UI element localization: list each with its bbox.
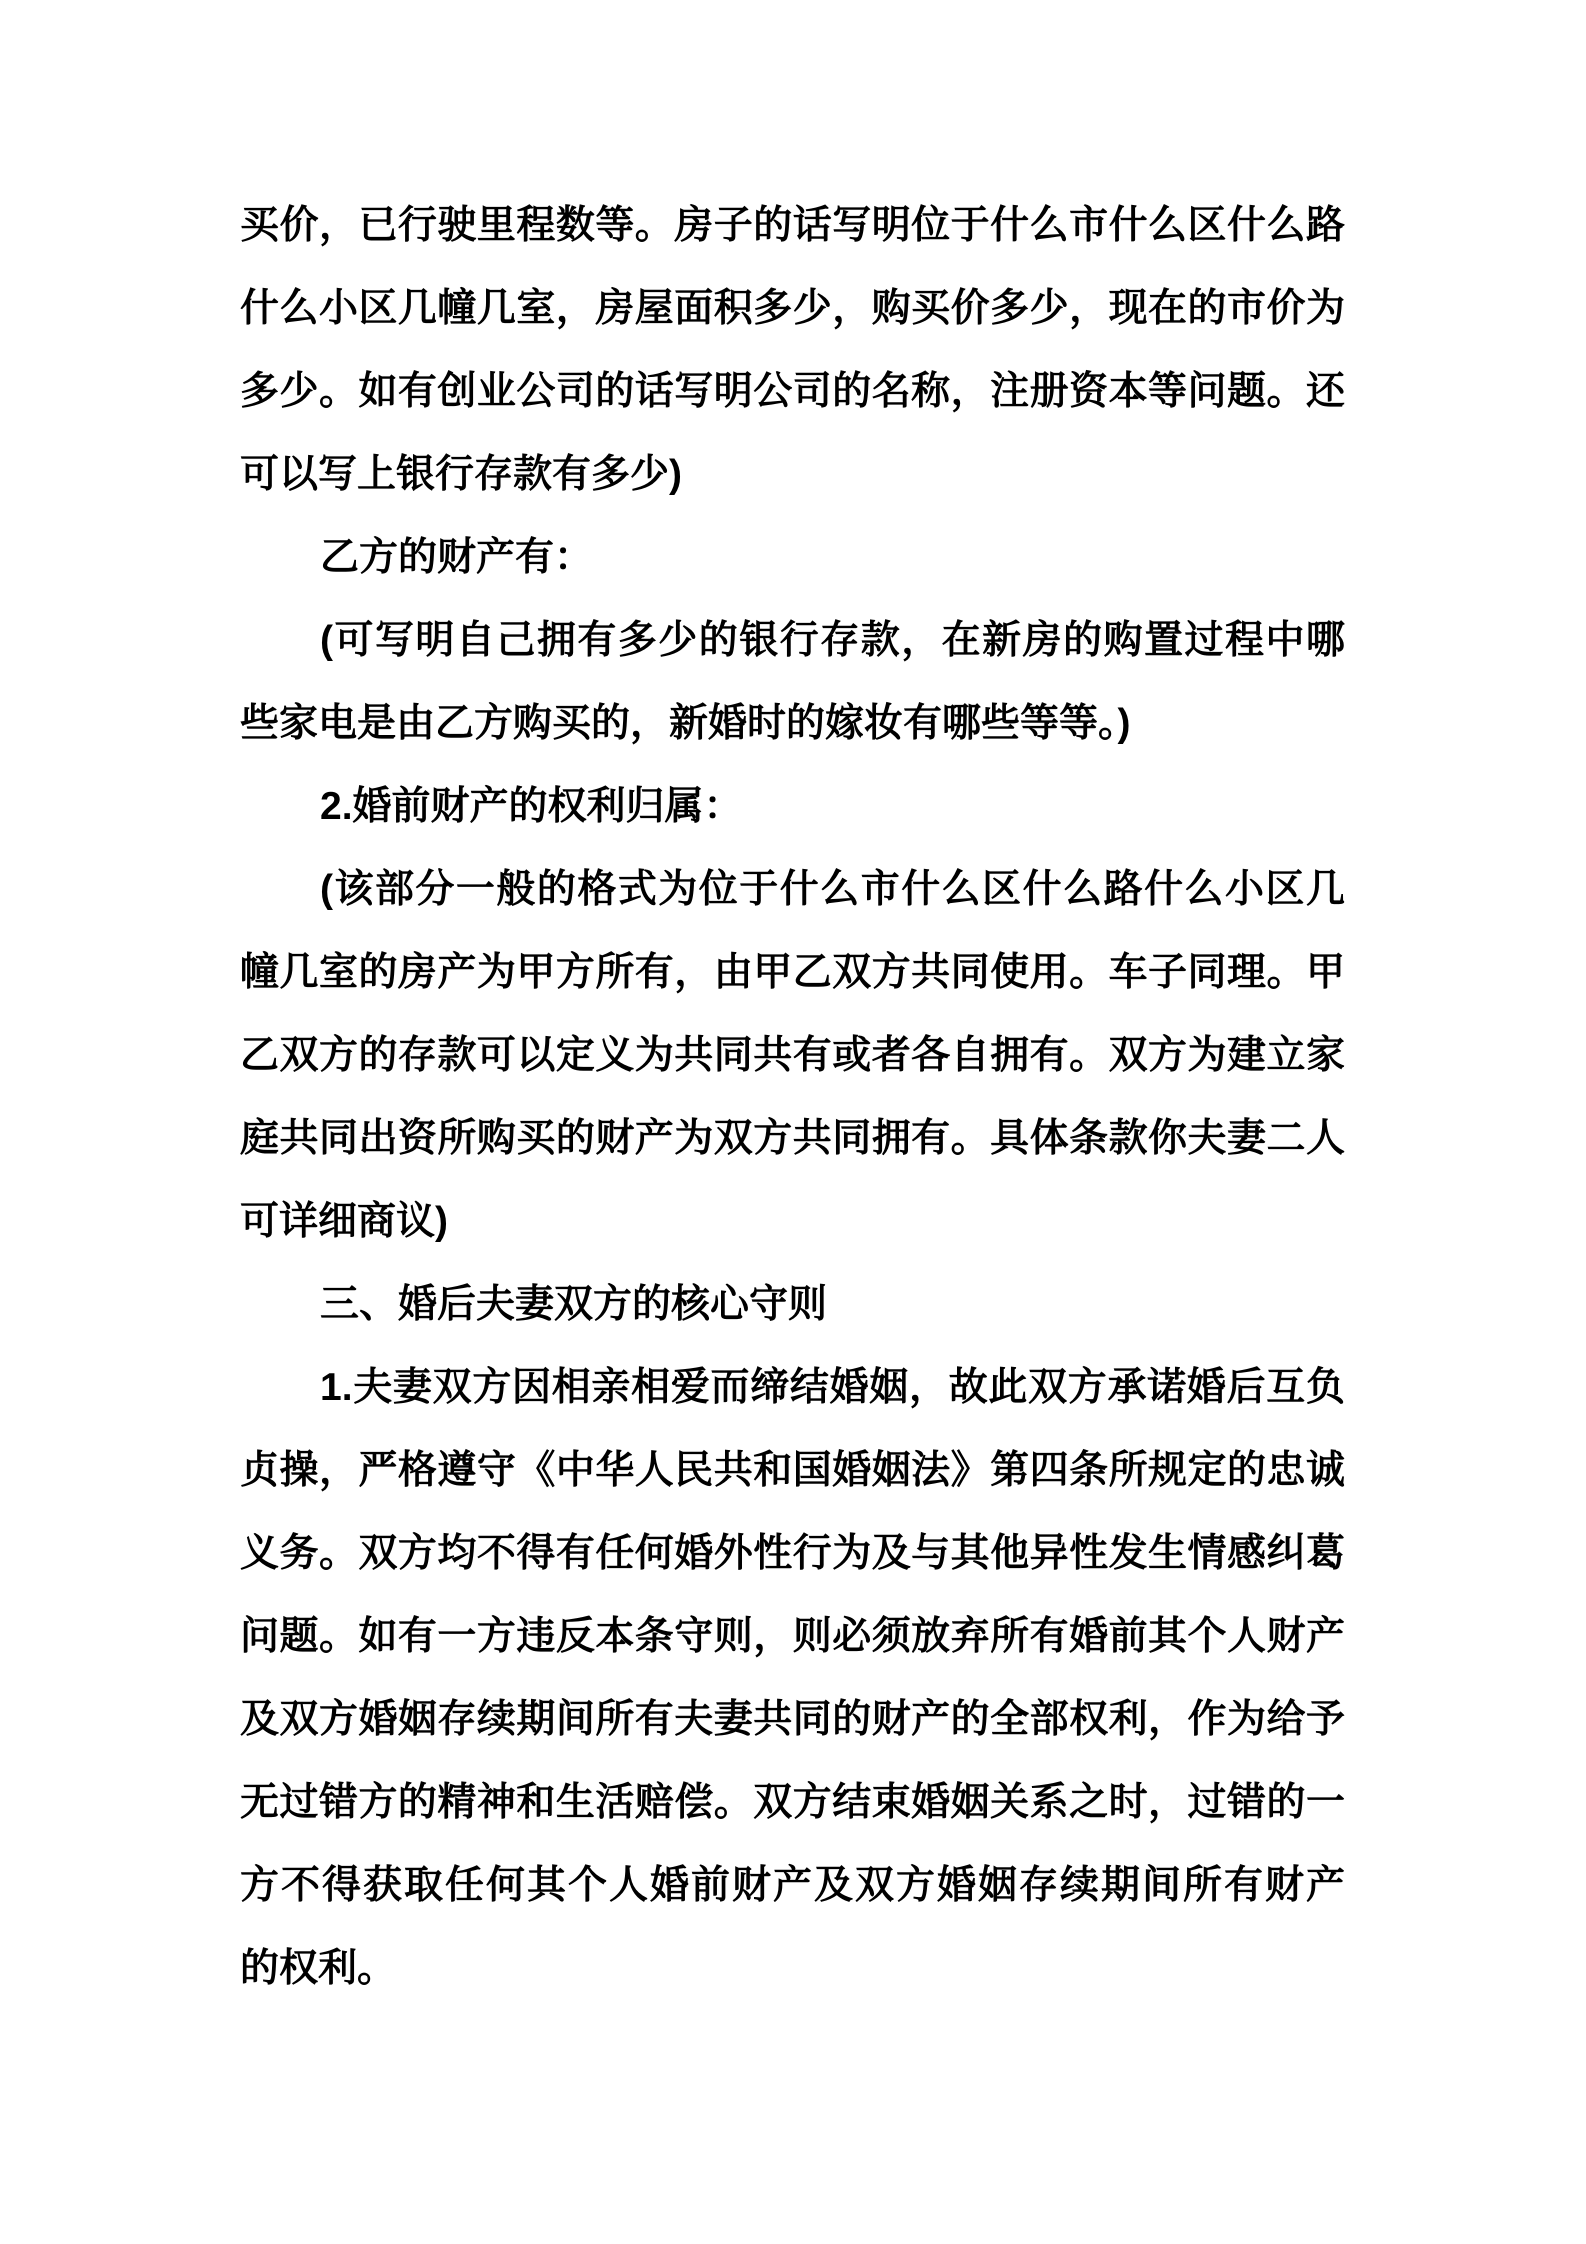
text-line: 方不得获取任何其个人婚前财产及双方婚姻存续期间所有财产	[240, 1864, 1345, 1907]
text-line: 乙方的财产有：	[320, 536, 594, 579]
text-line: 可以写上银行存款有多少)	[240, 453, 682, 496]
text-line: 什么小区几幢几室，房屋面积多少，购买价多少，现在的市价为	[240, 287, 1345, 330]
paragraph-property-note-continued	[240, 184, 1345, 516]
paragraph-core-rules-item-1	[240, 1346, 1345, 2010]
text-line: 可详细商议)	[240, 1200, 448, 1243]
text-line: 无过错方的精神和生活赔偿。双方结束婚姻关系之时，过错的一	[240, 1781, 1345, 1824]
text-line: 义务。双方均不得有任何婚外性行为及与其他异性发生情感纠葛	[240, 1532, 1345, 1575]
text-line: 2.婚前财产的权利归属：	[320, 785, 743, 828]
paragraph-premarital-property-ownership-heading	[240, 765, 1345, 848]
paragraph-party-b-assets-note	[240, 599, 1345, 765]
paragraph-section-three-heading	[240, 1263, 1345, 1346]
text-line: 买价，已行驶里程数等。房子的话写明位于什么市什么区什么路	[240, 204, 1345, 247]
text-line: 多少。如有创业公司的话写明公司的名称，注册资本等问题。还	[240, 370, 1345, 413]
text-line: (该部分一般的格式为位于什么市什么区什么路什么小区几	[320, 868, 1345, 911]
text-line: 问题。如有一方违反本条守则，则必须放弃所有婚前其个人财产	[240, 1615, 1345, 1658]
text-line: 贞操，严格遵守《中华人民共和国婚姻法》第四条所规定的忠诚	[240, 1449, 1345, 1492]
text-line: 三、婚后夫妻双方的核心守则	[320, 1283, 828, 1326]
text-line: 些家电是由乙方购买的，新婚时的嫁妆有哪些等等。)	[240, 702, 1131, 745]
text-line: (可写明自己拥有多少的银行存款，在新房的购置过程中哪	[320, 619, 1345, 662]
paragraph-party-b-assets-label	[240, 516, 1345, 599]
text-line: 1.夫妻双方因相亲相爱而缔结婚姻，故此双方承诺婚后互负	[320, 1366, 1345, 1409]
text-line: 幢几室的房产为甲方所有，由甲乙双方共同使用。车子同理。甲	[240, 951, 1345, 994]
text-line: 庭共同出资所购买的财产为双方共同拥有。具体条款你夫妻二人	[240, 1117, 1345, 1160]
paragraph-premarital-property-ownership-note	[240, 848, 1345, 1263]
text-line: 乙双方的存款可以定义为共同共有或者各自拥有。双方为建立家	[240, 1034, 1345, 1077]
text-line: 的权利。	[240, 1947, 397, 1990]
document-text-block	[240, 184, 1345, 2010]
text-line: 及双方婚姻存续期间所有夫妻共同的财产的全部权利，作为给予	[240, 1698, 1345, 1741]
